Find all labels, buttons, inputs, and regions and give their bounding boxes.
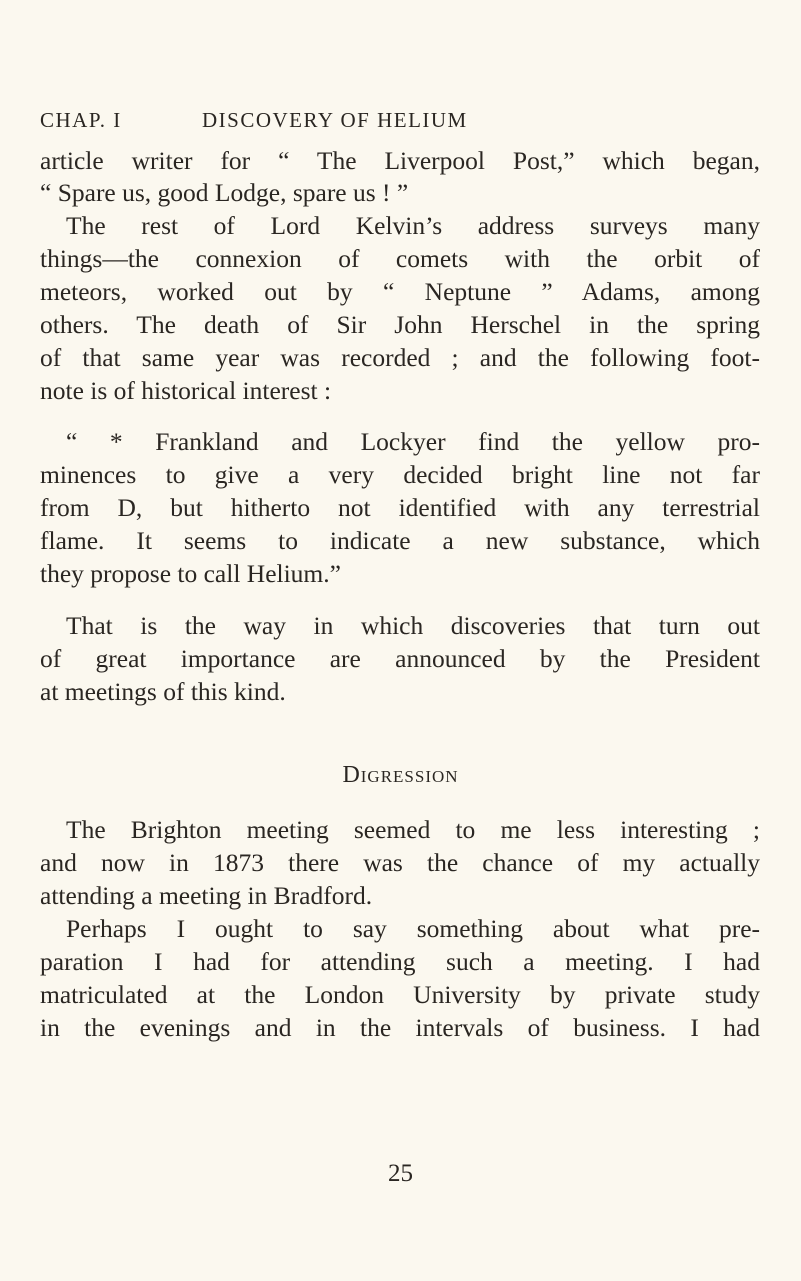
text-line: The Brighton meeting seemed to me less interesting ;: [66, 815, 760, 844]
quote-line: minences to give a very decided bright line not far: [40, 460, 760, 489]
section-heading: Digression: [342, 762, 459, 788]
quote-line: they propose to call Helium.”: [40, 559, 341, 588]
text-line: That is the way in which discoveries that turn out: [66, 611, 760, 640]
page-number: 25: [388, 1160, 413, 1187]
text-line: “ Spare us, good Lodge, spare us ! ”: [40, 178, 409, 207]
text-line: attending a meeting in Bradford.: [40, 881, 373, 910]
text-line: others. The death of Sir John Herschel in the spring: [40, 310, 760, 339]
text-line: meteors, worked out by “ Neptune ” Adams, among: [40, 277, 760, 306]
text-line: matriculated at the London University by private study: [40, 980, 760, 1009]
running-head: [40, 108, 760, 138]
quote-line: from D, but hitherto not identified with any terrestrial: [40, 493, 760, 522]
text-line: paration I had for attending such a meeting. I had: [40, 947, 760, 976]
text-line: of that same year was recorded ; and the following foot-: [40, 343, 760, 372]
text-line: of great importance are announced by the President: [40, 644, 760, 673]
text-line: note is of historical interest :: [40, 376, 332, 405]
quote-line: “ * Frankland and Lockyer find the yellow pro-: [66, 427, 760, 456]
text-line: in the evenings and in the intervals of business. I had: [40, 1013, 760, 1042]
chapter-label: CHAP. I: [40, 108, 122, 132]
text-line: The rest of Lord Kelvin’s address surveys many: [66, 211, 760, 240]
text-line: things—the connexion of comets with the orbit of: [40, 244, 760, 273]
running-title: DISCOVERY OF HELIUM: [202, 108, 468, 132]
text-line: article writer for “ The Liverpool Post,” which began,: [40, 146, 760, 175]
quote-line: flame. It seems to indicate a new substance, which: [40, 526, 760, 555]
text-line: Perhaps I ought to say something about what pre-: [66, 914, 760, 943]
text-line: at meetings of this kind.: [40, 677, 286, 706]
text-line: and now in 1873 there was the chance of my actually: [40, 848, 760, 877]
